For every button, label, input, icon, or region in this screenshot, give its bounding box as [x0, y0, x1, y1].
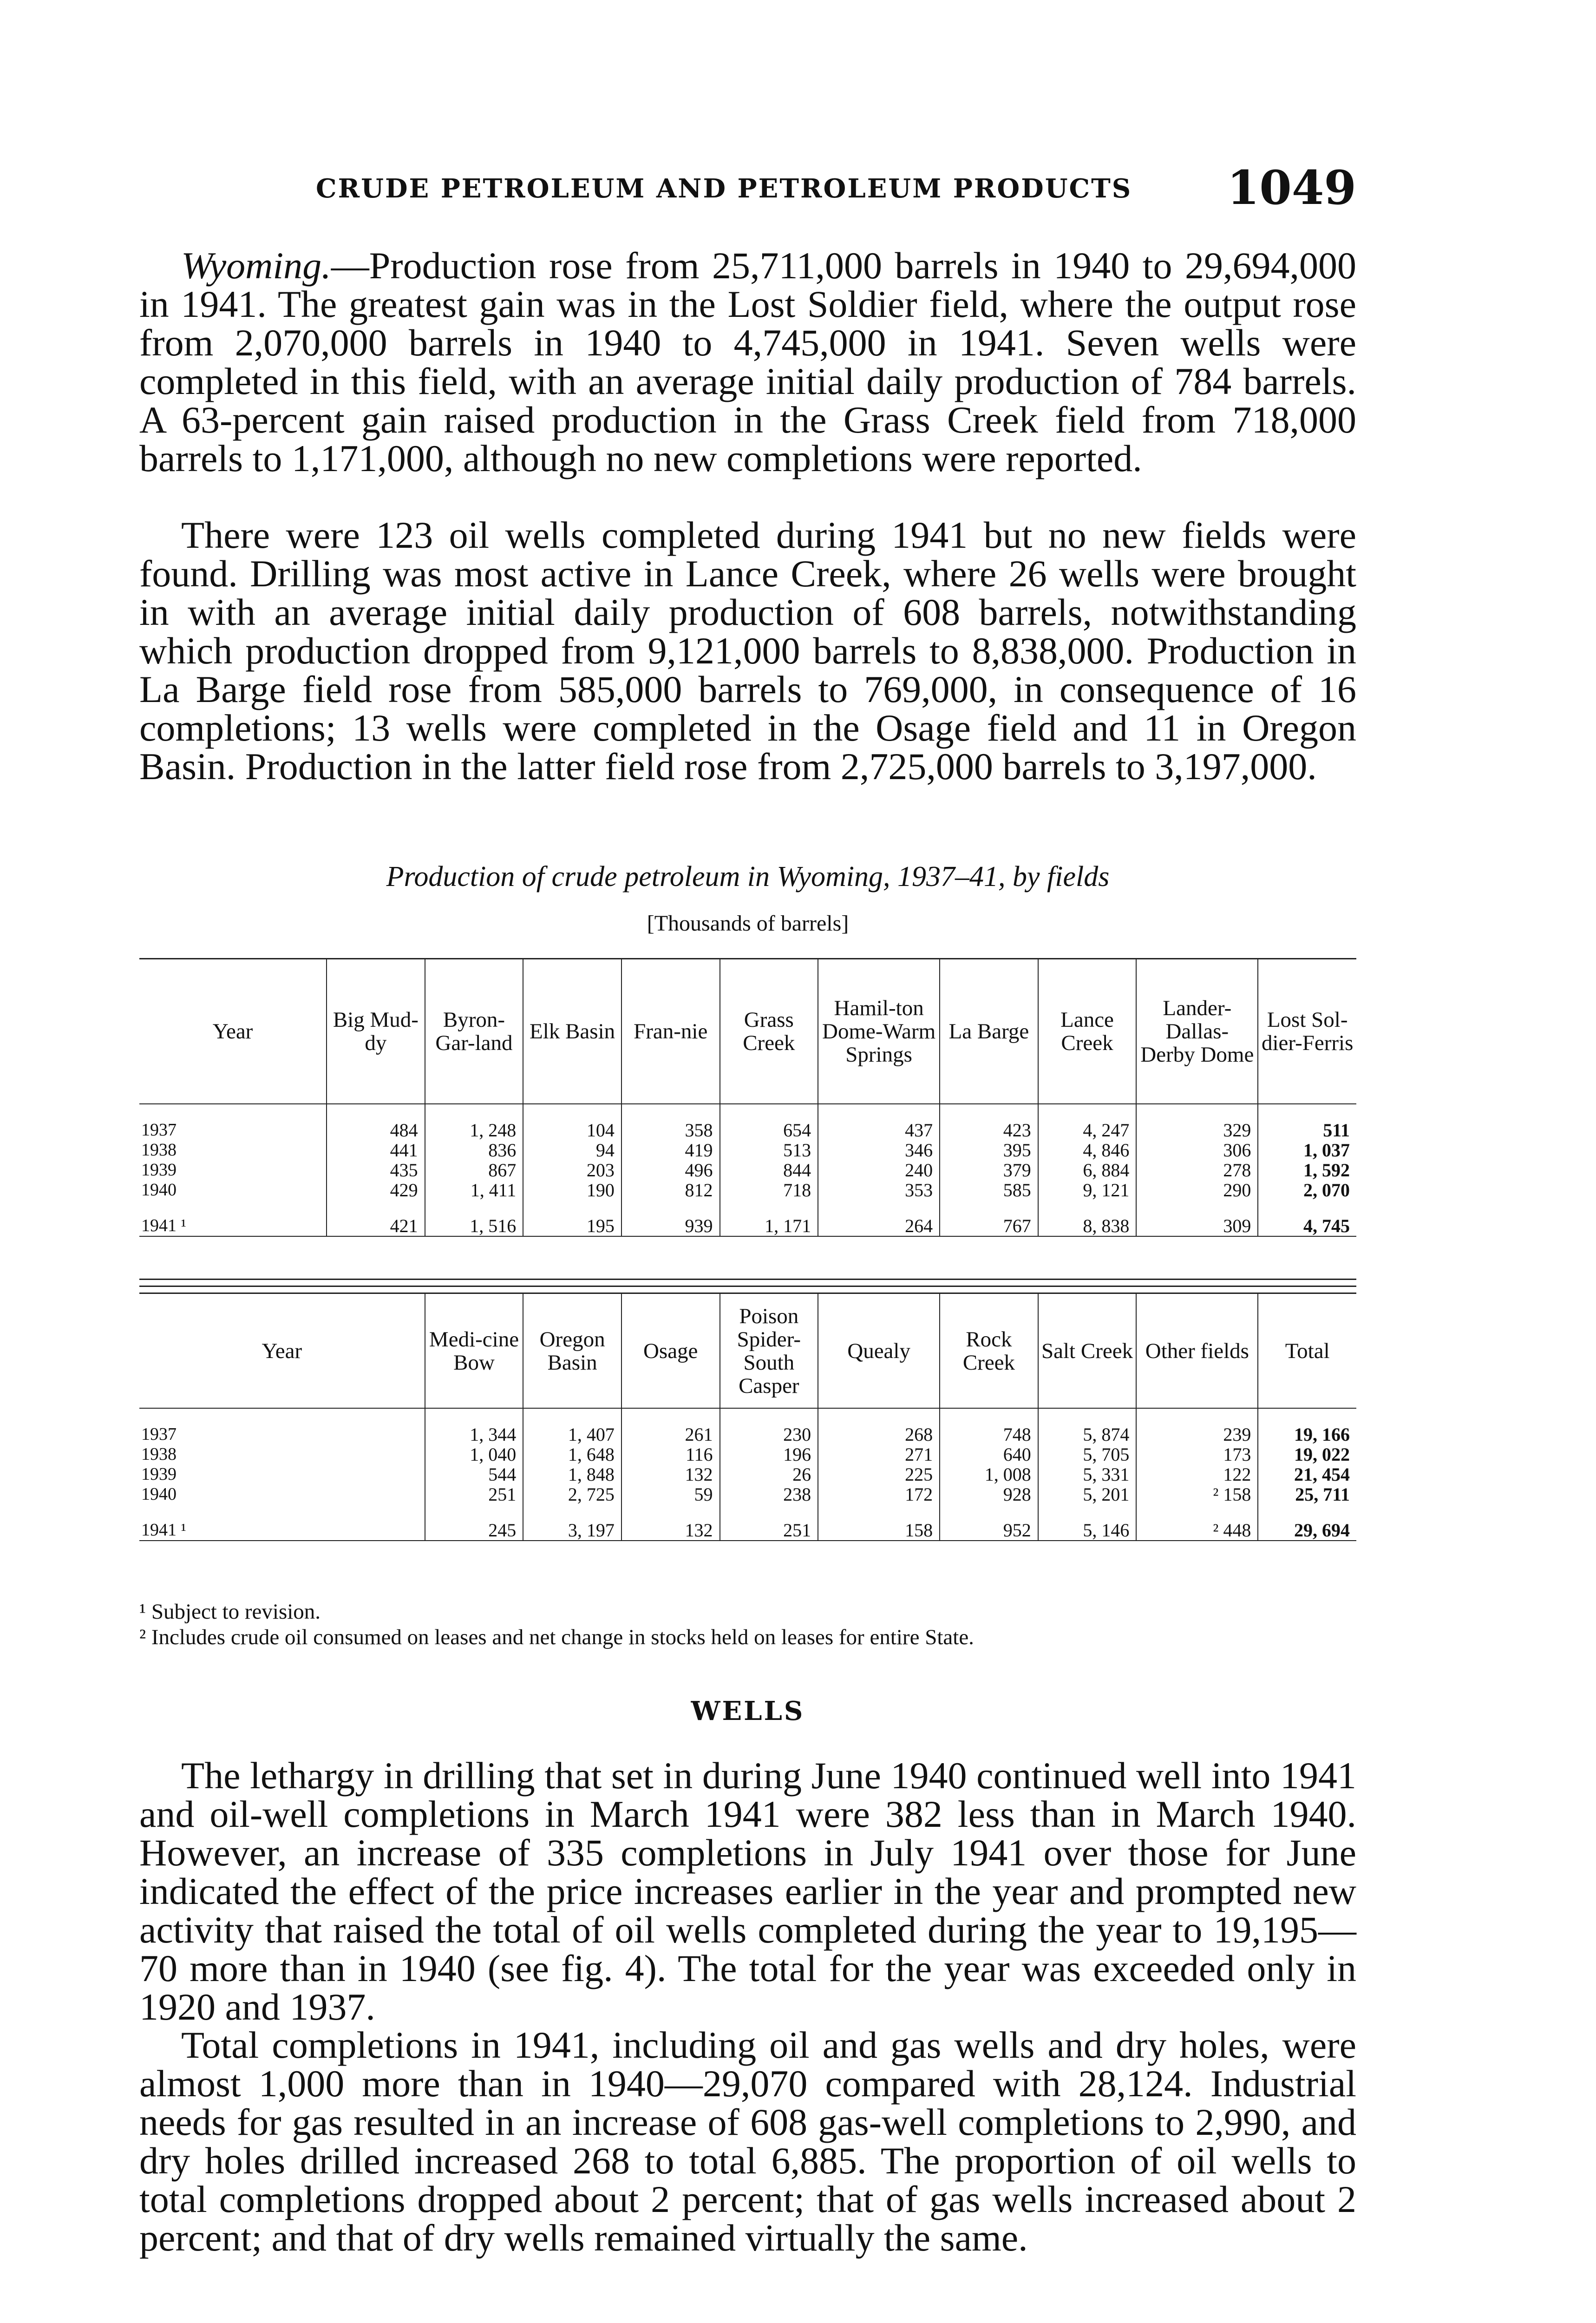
table-divider-rule	[139, 1279, 1356, 1287]
part2-value-cell: 5, 705	[1038, 1444, 1137, 1464]
part2-year-cell: 1937	[141, 1424, 177, 1444]
part2-value-cell: 230	[720, 1424, 818, 1444]
part1-value-cell: 429	[327, 1180, 425, 1200]
paragraph-wells-completions: Total completions in 1941, including oil and gas wells and dry holes, were almost 1,000 more than in 1940—29,070 compared with 28,124. Industrial needs for gas resulted in an increase of 608 gas-well completions to 2,990, and dry holes drilled increased 268 to total 6,885. The proportion of oil wells to total completions dropped about 2 percent; that of gas wells increased about 2 percent; and that of dry wells remained virtually the same.	[139, 2024, 1356, 2259]
part1-value-cell: 511	[1258, 1120, 1356, 1140]
part2-value-cell: ² 158	[1136, 1484, 1258, 1504]
part1-year-cell: 1938	[141, 1140, 177, 1160]
part2-header-cell: Total	[1258, 1293, 1356, 1409]
part1-year-cell: 1941 ¹	[139, 1216, 327, 1236]
production-table-part1	[139, 958, 1356, 1237]
part1-value-cell: 1, 592	[1258, 1160, 1356, 1180]
part2-year-cell: 1939	[141, 1464, 177, 1484]
paragraph-wyoming-wells: There were 123 oil wells completed during 1941 but no new fields were found. Drilling was most active in Lance Creek, where 26 wells were brought in with an average initial daily production of 608 barrels, notwithstanding which production dropped from 9,121,000 barrels to 8,838,000. Production in La Barge field rose from 585,000 barrels to 769,000, in consequence of 16 completions; 13 wells were completed in the Osage field and 11 in Oregon Basin. Production in the latter field rose from 2,725,000 barrels to 3,197,000.	[139, 514, 1356, 787]
part2-value-cell: 5, 146	[1038, 1520, 1137, 1541]
part2-value-cell: 251	[425, 1484, 523, 1504]
part1-value-cell: 190	[523, 1180, 621, 1200]
part2-header-cell: Poison Spider-South Casper	[720, 1293, 818, 1409]
part1-value-cell: 585	[940, 1180, 1038, 1200]
part1-value-cell: 812	[621, 1180, 720, 1200]
part2-value-cell: 239	[1136, 1424, 1258, 1444]
footnote-2: ² Includes crude oil consumed on leases and net change in stocks held on leases for entire State.	[139, 1625, 974, 1649]
part1-value-cell: 867	[425, 1160, 523, 1180]
part1-value-cell: 6, 884	[1038, 1160, 1137, 1180]
part2-value-cell: 271	[818, 1444, 940, 1464]
running-title: CRUDE PETROLEUM AND PETROLEUM PRODUCTS	[316, 173, 1132, 204]
part1-header-cell: Hamil-ton Dome-Warm Springs	[818, 959, 940, 1104]
table2-header-row	[139, 1293, 1356, 1409]
part1-table-row	[139, 1160, 1356, 1180]
part2-value-cell: 1, 848	[523, 1464, 621, 1484]
part1-value-cell: 353	[818, 1180, 940, 1200]
part1-table-row	[139, 1180, 1356, 1200]
wyoming-paragraph-text: —Production rose from 25,711,000 barrels in 1940 to 29,694,000 in 1941. The greatest gain was in the Lost Soldier field, where the output rose from 2,070,000 barrels in 1940 to 4,745,000 in 1941. Seven wells were completed in this field, with an average initial daily production of 784 barrels. A 63-percent gain raised production in the Grass Creek field from 718,000 barrels to 1,171,000, although no new completions were reported.	[139, 244, 1356, 479]
part1-header-cell: Grass Creek	[720, 959, 818, 1104]
part1-value-cell: 104	[523, 1120, 621, 1140]
part2-header-cell: Rock Creek	[940, 1293, 1038, 1409]
part2-header-cell: Osage	[621, 1293, 720, 1409]
part2-value-cell: 1, 040	[425, 1444, 523, 1464]
part2-value-cell: 25, 711	[1258, 1484, 1356, 1504]
section-heading-wells: WELLS	[691, 1696, 805, 1726]
part2-value-cell: 132	[621, 1464, 720, 1484]
part2-value-cell: 251	[720, 1520, 818, 1541]
part1-value-cell: 8, 838	[1038, 1216, 1137, 1236]
part1-value-cell: 484	[327, 1120, 425, 1140]
part2-value-cell: 952	[940, 1520, 1038, 1541]
running-header	[139, 160, 1356, 216]
paragraph-wyoming-production	[139, 246, 1356, 478]
part1-value-cell: 844	[720, 1160, 818, 1180]
part1-value-cell: 513	[720, 1140, 818, 1160]
part1-value-cell: 1, 248	[425, 1120, 523, 1140]
part1-header-cell: Big Mud-dy	[327, 959, 425, 1104]
part2-table-row	[139, 1520, 1356, 1541]
part2-header-cell: Year	[139, 1293, 425, 1409]
part1-value-cell: 437	[818, 1120, 940, 1140]
part2-value-cell: 116	[621, 1444, 720, 1464]
part2-value-cell: 173	[1136, 1444, 1258, 1464]
part1-value-cell: 419	[621, 1140, 720, 1160]
part2-value-cell: 19, 166	[1258, 1424, 1356, 1444]
part2-value-cell: 928	[940, 1484, 1038, 1504]
part2-table-row	[139, 1484, 1356, 1504]
part1-value-cell: 1, 037	[1258, 1140, 1356, 1160]
part2-value-cell: 245	[425, 1520, 523, 1541]
part1-value-cell: 767	[940, 1216, 1038, 1236]
wyoming-lead-word: Wyoming.	[181, 244, 331, 287]
part1-table-row	[139, 1140, 1356, 1160]
part2-value-cell: 196	[720, 1444, 818, 1464]
footnote-1: ¹ Subject to revision.	[139, 1600, 321, 1624]
part2-spacer-row	[139, 1408, 1356, 1424]
part2-year-cell: 1941 ¹	[139, 1520, 425, 1541]
part1-value-cell: 836	[425, 1140, 523, 1160]
part1-year-cell: 1940	[141, 1180, 177, 1200]
part2-value-cell: 1, 344	[425, 1424, 523, 1444]
part2-value-cell: ² 448	[1136, 1520, 1258, 1541]
part1-value-cell: 496	[621, 1160, 720, 1180]
part1-header-cell: Fran-nie	[621, 959, 720, 1104]
part1-bottom-spacer-row	[139, 1200, 1356, 1216]
part1-value-cell: 718	[720, 1180, 818, 1200]
part1-value-cell: 240	[818, 1160, 940, 1180]
table-unit-note: [Thousands of barrels]	[647, 911, 849, 936]
part1-header-cell: Lost Sol-dier-Ferris	[1258, 959, 1356, 1104]
part2-header-cell: Other fields	[1136, 1293, 1258, 1409]
part2-value-cell: 640	[940, 1444, 1038, 1464]
part2-table-row	[139, 1444, 1356, 1464]
part1-value-cell: 4, 846	[1038, 1140, 1137, 1160]
part2-value-cell: 1, 407	[523, 1424, 621, 1444]
part2-value-cell: 2, 725	[523, 1484, 621, 1504]
part1-value-cell: 423	[940, 1120, 1038, 1140]
part1-value-cell: 290	[1136, 1180, 1258, 1200]
part1-header-cell: Byron-Gar-land	[425, 959, 523, 1104]
part1-value-cell: 9, 121	[1038, 1180, 1137, 1200]
part1-value-cell: 346	[818, 1140, 940, 1160]
part2-value-cell: 21, 454	[1258, 1464, 1356, 1484]
part2-value-cell: 26	[720, 1464, 818, 1484]
part2-value-cell: 268	[818, 1424, 940, 1444]
production-table-part2	[139, 1293, 1356, 1541]
part1-value-cell: 4, 247	[1038, 1120, 1137, 1140]
part1-spacer-row	[139, 1104, 1356, 1120]
part2-year-cell: 1940	[141, 1484, 177, 1504]
part2-value-cell: 59	[621, 1484, 720, 1504]
part2-value-cell: 1, 008	[940, 1464, 1038, 1484]
part2-value-cell: 3, 197	[523, 1520, 621, 1541]
part1-value-cell: 309	[1136, 1216, 1258, 1236]
part1-header-cell: La Barge	[940, 959, 1038, 1104]
part2-year-cell: 1938	[141, 1444, 177, 1464]
part1-year-cell: 1937	[141, 1120, 177, 1140]
part2-table-row	[139, 1464, 1356, 1484]
part1-value-cell: 654	[720, 1120, 818, 1140]
part1-value-cell: 94	[523, 1140, 621, 1160]
part1-year-cell: 1939	[141, 1160, 177, 1180]
part2-table-row	[139, 1424, 1356, 1444]
part2-value-cell: 5, 331	[1038, 1464, 1137, 1484]
paragraph-wells-drilling: The lethargy in drilling that set in during June 1940 continued well into 1941 and oil-well completions in March 1941 were 382 less than in March 1940. However, an increase of 335 completions in July 1941 over those for June indicated the effect of the price increases earlier in the year and prompted new activity that raised the total of oil wells completed during the year to 19,195—70 more than in 1940 (see fig. 4). The total for the year was exceeded only in 1920 and 1937.	[139, 1754, 1356, 2028]
part2-value-cell: 29, 694	[1258, 1520, 1356, 1541]
part2-value-cell: 1, 648	[523, 1444, 621, 1464]
part2-value-cell: 544	[425, 1464, 523, 1484]
part1-value-cell: 278	[1136, 1160, 1258, 1180]
part2-value-cell: 238	[720, 1484, 818, 1504]
part1-value-cell: 329	[1136, 1120, 1258, 1140]
part1-value-cell: 441	[327, 1140, 425, 1160]
part2-value-cell: 5, 874	[1038, 1424, 1137, 1444]
part1-value-cell: 203	[523, 1160, 621, 1180]
part1-header-cell: Elk Basin	[523, 959, 621, 1104]
part2-value-cell: 132	[621, 1520, 720, 1541]
table-footnotes	[139, 1599, 1356, 1650]
part1-table-row	[139, 1120, 1356, 1140]
part1-table-row	[139, 1216, 1356, 1236]
page-number: 1049	[1227, 160, 1356, 215]
part2-value-cell: 19, 022	[1258, 1444, 1356, 1464]
part1-header-cell: Lander-Dallas-Derby Dome	[1136, 959, 1258, 1104]
part2-header-cell: Salt Creek	[1038, 1293, 1137, 1409]
part1-value-cell: 939	[621, 1216, 720, 1236]
part2-value-cell: 172	[818, 1484, 940, 1504]
part2-value-cell: 122	[1136, 1464, 1258, 1484]
part1-value-cell: 4, 745	[1258, 1216, 1356, 1236]
part1-value-cell: 379	[940, 1160, 1038, 1180]
part1-value-cell: 195	[523, 1216, 621, 1236]
part1-value-cell: 1, 516	[425, 1216, 523, 1236]
part2-value-cell: 261	[621, 1424, 720, 1444]
part1-value-cell: 264	[818, 1216, 940, 1236]
part1-value-cell: 435	[327, 1160, 425, 1180]
part1-value-cell: 358	[621, 1120, 720, 1140]
part2-value-cell: 5, 201	[1038, 1484, 1137, 1504]
part1-value-cell: 1, 171	[720, 1216, 818, 1236]
part1-value-cell: 421	[327, 1216, 425, 1236]
part2-value-cell: 158	[818, 1520, 940, 1541]
part1-value-cell: 395	[940, 1140, 1038, 1160]
part1-value-cell: 1, 411	[425, 1180, 523, 1200]
part2-value-cell: 748	[940, 1424, 1038, 1444]
part2-value-cell: 225	[818, 1464, 940, 1484]
part2-header-cell: Quealy	[818, 1293, 940, 1409]
part2-header-cell: Oregon Basin	[523, 1293, 621, 1409]
part1-header-cell: Year	[139, 959, 327, 1104]
part2-bottom-spacer-row	[139, 1504, 1356, 1520]
table1-header-row	[139, 959, 1356, 1104]
part1-value-cell: 306	[1136, 1140, 1258, 1160]
part1-header-cell: Lance Creek	[1038, 959, 1137, 1104]
part2-header-cell: Medi-cine Bow	[425, 1293, 523, 1409]
table-caption: Production of crude petroleum in Wyoming, 1937–41, by fields	[386, 861, 1110, 892]
part1-value-cell: 2, 070	[1258, 1180, 1356, 1200]
